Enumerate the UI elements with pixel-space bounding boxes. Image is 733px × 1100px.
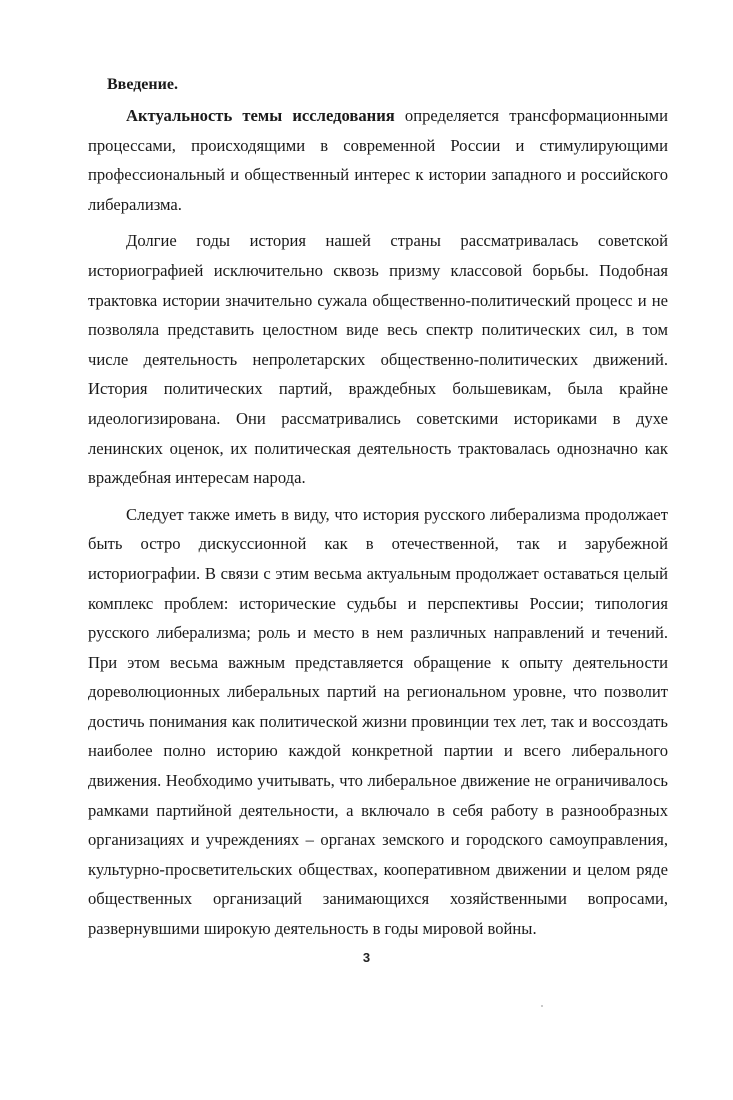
section-heading: Введение. [107,76,178,93]
paragraph-text: Долгие годы история нашей страны рассматривалась советской историографией исключительно сквозь призму классовой борьбы. Подобная трактовка истории значительно сужала общественно-политический процесс и не позволяла представить целостном виде весь спектр политических сил, в том числе деятельность непролетарских общественно-политических движений. История политических партий, враждебных большевикам, была крайне идеологизирована. Они рассматривались советскими историками в духе ленинских оценок, их политическая деятельность трактовалась однозначно как враждебная интересам народа. [88,231,668,488]
paragraph-text: определяется трансформационными процессами, происходящими в современной России и стимулирующими профессиональный и общественный интерес к истории западного и российского либерализма. [88,106,668,214]
paragraph-text: Следует также иметь в виду, что история русского либерализма продолжает быть остро дискуссионной как в отечественной, так и зарубежной историографии. В связи с этим весьма актуальным продолжает оставаться целый комплекс проблем: исторические судьбы и перспективы России; типология русского либерализма; роль и место в нем различных направлений и течений. При этом весьма важным представляется обращение к опыту деятельности дореволюционных либеральных партий на региональном уровне, что позволит достичь понимания как политической жизни провинции тех лет, так и воссоздать наиболее полно историю каждой конкретной партии и всего либерального движения. Необходимо учитывать, что либеральное движение не ограничивалось рамками партийной деятельности, а включало в себя работу в разнообразных организациях и учреждениях – органах земского и городского самоуправления, культурно-просветительских обществах, кооперативном движении и целом ряде общественных организаций занимающихся хозяйственными вопросами, развернувшими широкую деятельность в годы мировой войны. [88,504,668,939]
page-number: 3 [362,950,371,965]
paragraph-liberalism-debate [88,500,668,944]
scan-speck [541,1005,543,1007]
page-content [88,70,668,944]
paragraph-historiography [88,226,668,492]
paragraph-relevance [88,101,668,219]
paragraph-lead-bold: Актуальность темы исследования [126,106,395,125]
